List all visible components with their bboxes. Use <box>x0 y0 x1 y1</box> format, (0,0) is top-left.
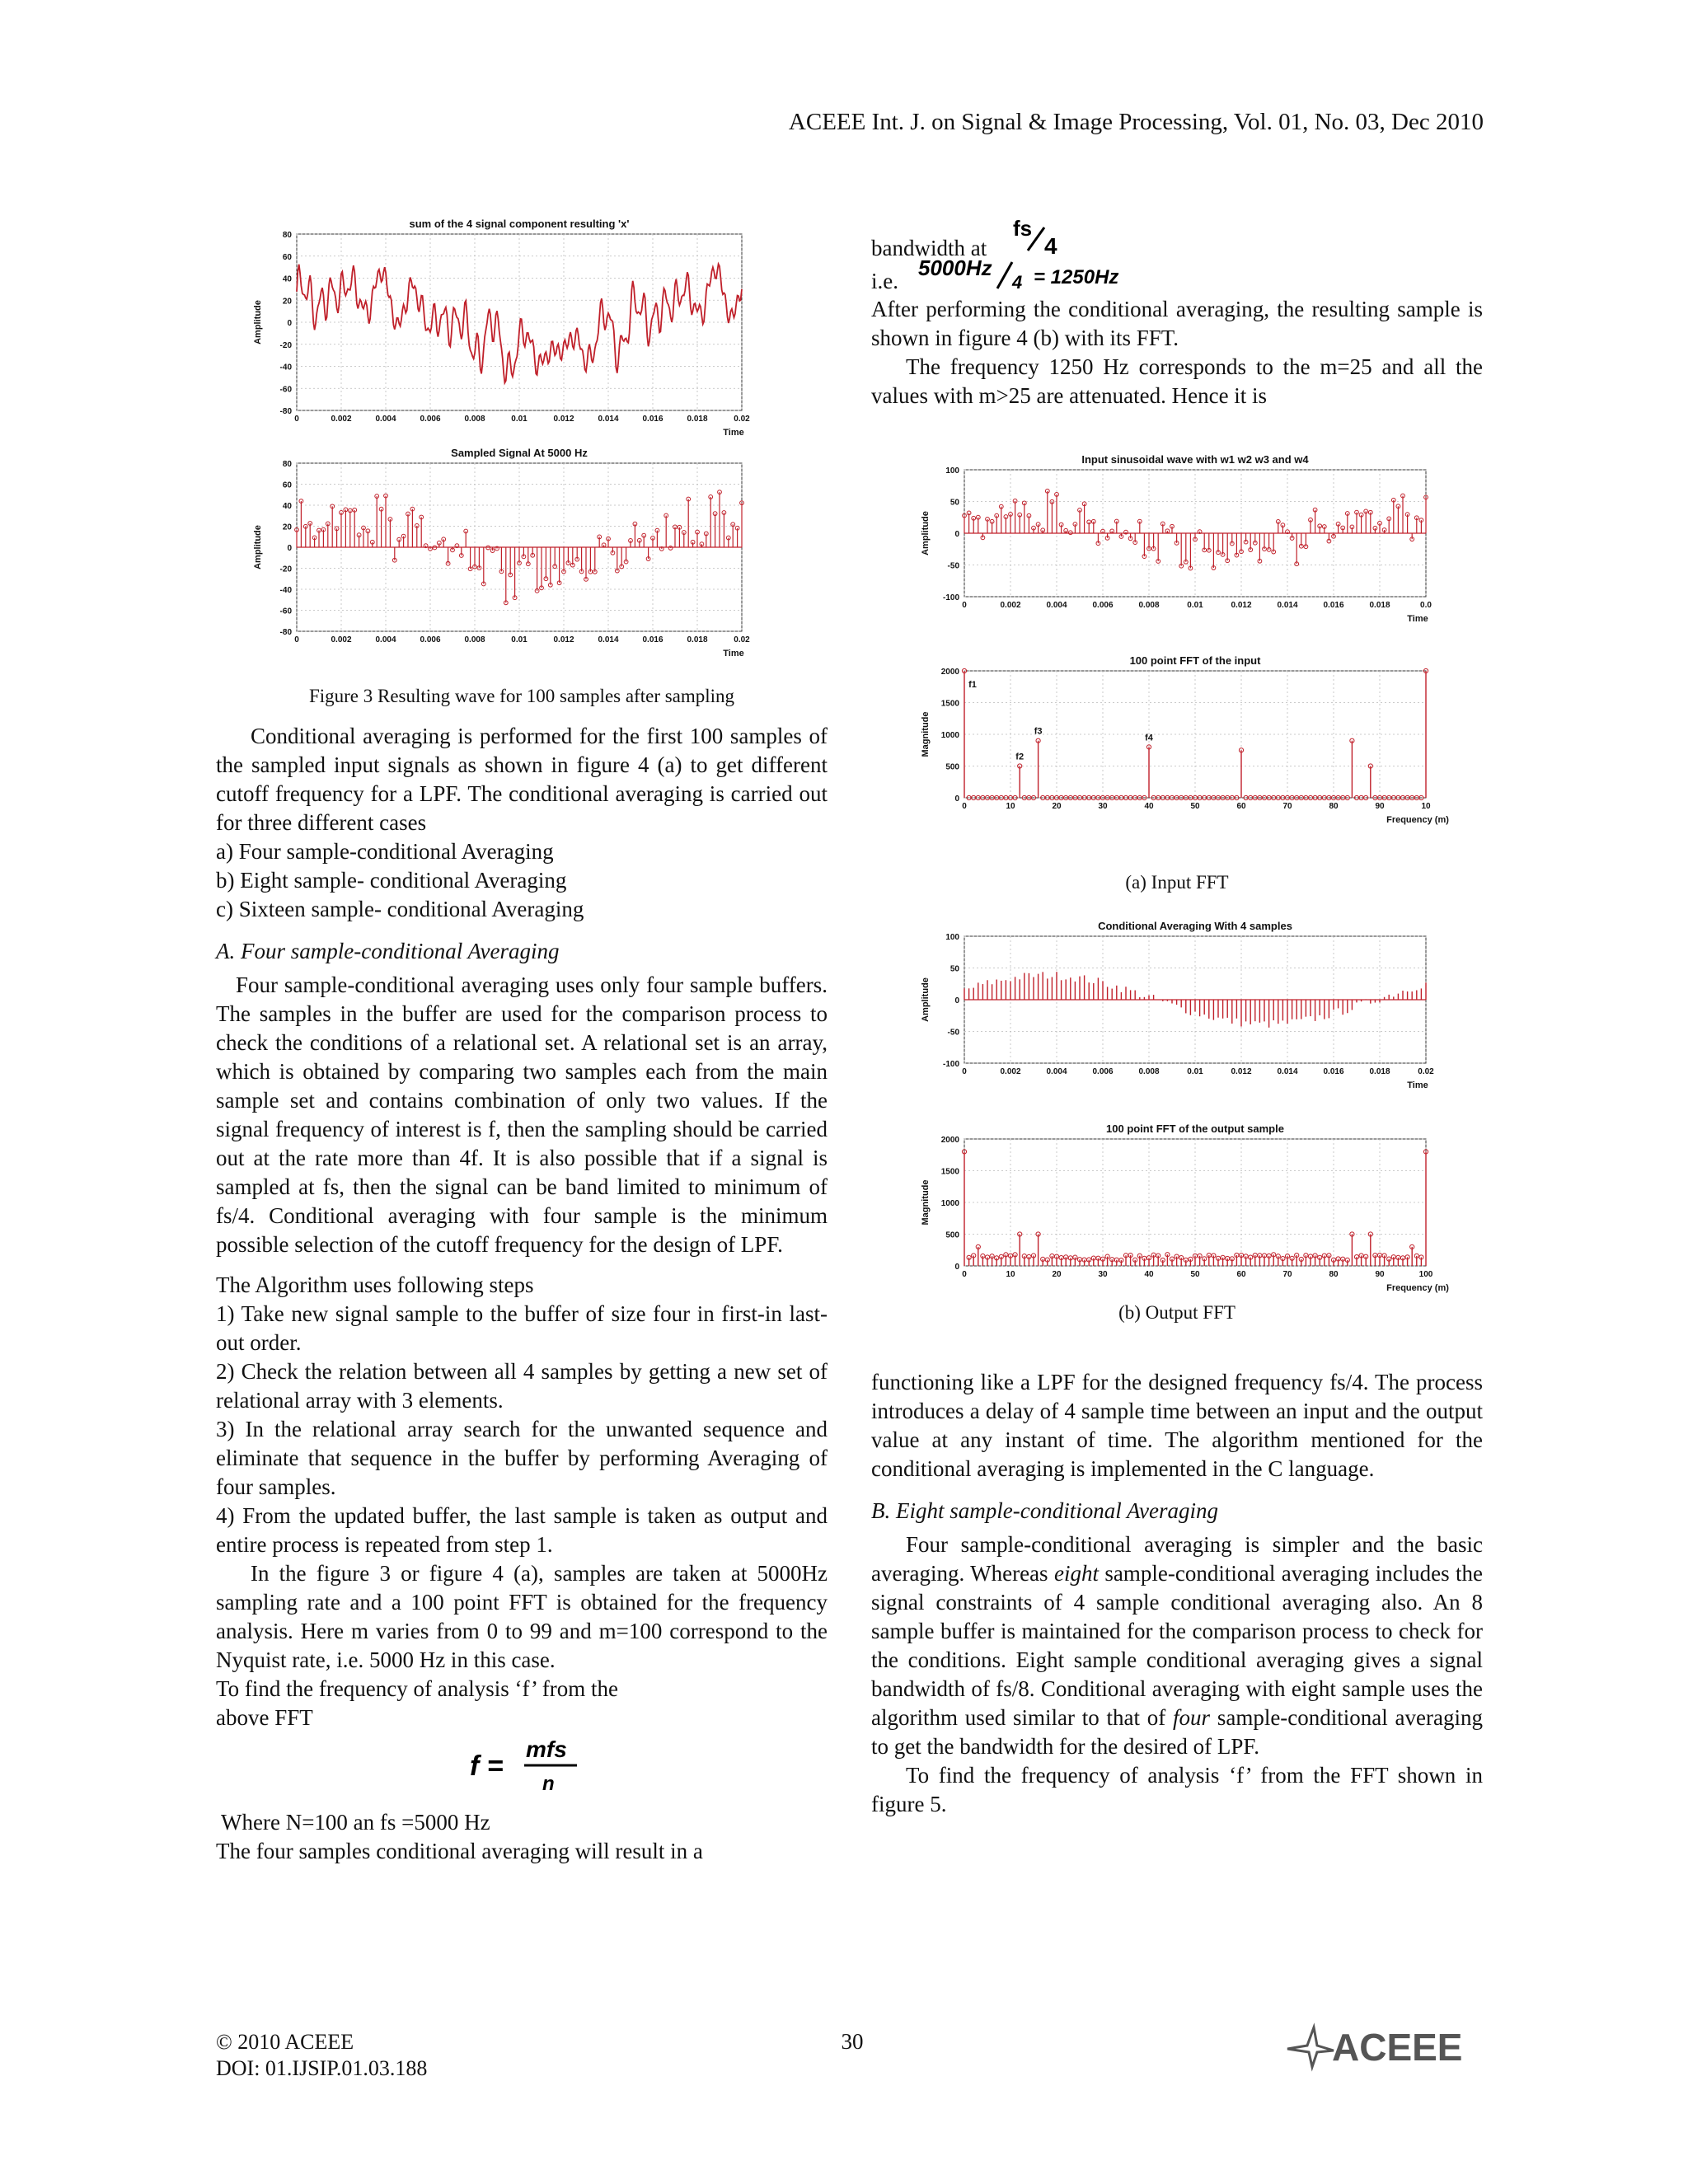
y-tick-label: 500 <box>945 1230 959 1240</box>
x-tick-label: 0 <box>962 1270 967 1279</box>
y-tick-label: -20 <box>279 565 292 574</box>
x-tick-label: 0.002 <box>331 635 352 644</box>
y-tick-label: -50 <box>947 1028 959 1038</box>
x-tick-label: 0.02 <box>734 415 750 424</box>
x-tick-label: 40 <box>1144 802 1154 811</box>
list-item: 1) Take new signal sample to the buffer of size four in first-in last-out order. <box>216 1301 828 1355</box>
y-tick-label: -20 <box>279 340 292 350</box>
figure-3-caption: Figure 3 Resulting wave for 100 samples after sampling <box>308 686 735 706</box>
y-axis-label: Amplitude <box>253 525 263 569</box>
x-axis-label: Time <box>723 428 744 438</box>
list-item: c) Sixteen sample- conditional Averaging <box>216 897 584 921</box>
x-tick-label: 0.002 <box>331 415 352 424</box>
x-tick-label: 0.004 <box>1046 1067 1067 1076</box>
chart-sum-signal <box>247 216 758 438</box>
x-tick-label: 0.006 <box>420 635 441 644</box>
x-tick-label: 80 <box>1329 802 1339 811</box>
y-axis-label: Amplitude <box>921 977 931 1022</box>
y-tick-label: 0 <box>287 319 292 328</box>
right-column-bottom <box>871 1368 1483 1819</box>
right-paragraph-5: To find the frequency of analysis ‘f’ from the FFT shown in figure 5. <box>871 1763 1483 1816</box>
y-axis-label: Amplitude <box>253 300 263 344</box>
left-paragraph-5: Where N=100 an fs =5000 Hz <box>221 1810 490 1835</box>
figure-3 <box>247 216 758 659</box>
bandwidth-label: bandwidth at <box>871 236 987 260</box>
left-paragraph-3: In the figure 3 or figure 4 (a), samples are taken at 5000Hz sampling rate and a 100 point FFT is obtained for the frequency analysis. Here m varies from 0 to 99 and m=100 correspond to the Nyquist rate, i.e. 5000 Hz in this case. <box>216 1561 828 1672</box>
right-paragraph-4: Four sample-conditional averaging is simpler and the basic averaging. Whereas eight sample-conditional averaging includes the signal constraints of 4 sample conditional averaging also. An 8 sample buffer is maintained for the comparison process to check for the conditions. Eight sample conditional averaging gives a signal bandwidth of fs/8. Conditional averaging with eight sample uses the algorithm used similar to that of four sample-conditional averaging to get the bandwidth for the desired of LPF. <box>871 1532 1484 1759</box>
y-tick-label: 20 <box>282 297 292 307</box>
equation-fs4 <box>1011 216 1069 257</box>
x-tick-label: 0.004 <box>375 415 396 424</box>
x-tick-label: 60 <box>1236 802 1246 811</box>
y-axis-label: Magnitude <box>921 1179 931 1226</box>
y-tick-label: 60 <box>282 252 292 262</box>
x-tick-label: 0.006 <box>420 415 441 424</box>
list-item: 4) From the updated buffer, the last sample is taken as output and entire process is repeated from step 1. <box>216 1503 828 1557</box>
eq-f-lhs: f = <box>470 1750 504 1782</box>
y-tick-label: -60 <box>279 607 292 616</box>
x-tick-label: 0.01 <box>1187 1067 1203 1076</box>
left-paragraph-4a: To find the frequency of analysis ‘f’ from the <box>216 1676 618 1701</box>
y-tick-label: 50 <box>950 964 959 974</box>
y-tick-label: 1000 <box>940 1199 959 1208</box>
list-item: a) Four sample-conditional Averaging <box>216 839 554 864</box>
right-paragraph-2: The frequency 1250 Hz corresponds to the m=25 and all the values with m>25 are attenuated. Hence it is <box>871 354 1483 408</box>
left-paragraph-4b: above FFT <box>216 1705 313 1730</box>
x-tick-label: 20 <box>1052 802 1062 811</box>
left-paragraph-1: Conditional averaging is performed for the first 100 samples of the sampled input signals as shown in figure 4 (a) to get different cutoff frequency for a LPF. The conditional averaging is carried out for three different cases <box>216 724 828 835</box>
x-tick-label: 0.004 <box>1046 601 1067 610</box>
y-tick-label: 50 <box>950 498 959 508</box>
x-tick-label: 0 <box>962 802 967 811</box>
x-tick-label: 0.008 <box>1138 601 1160 610</box>
x-tick-label: 10 <box>1006 1270 1015 1279</box>
y-tick-label: 80 <box>282 460 292 469</box>
y-tick-label: 100 <box>945 933 959 942</box>
x-tick-label: 0 <box>962 601 967 610</box>
chart-title: 100 point FFT of the input <box>1129 654 1261 667</box>
x-tick-label: 50 <box>1190 1270 1200 1279</box>
star-icon <box>1287 2027 1334 2067</box>
x-tick-label: 0.0 <box>1420 601 1432 610</box>
y-tick-label: 60 <box>282 480 292 490</box>
chart-title: Input sinusoidal wave with w1 w2 w3 and w4 <box>1081 453 1309 466</box>
eq-ie-rhs: = 1250Hz <box>1034 266 1119 288</box>
x-tick-label: 0.018 <box>1369 1067 1390 1076</box>
x-axis-label: Time <box>723 649 744 658</box>
chart-input-sinusoidal <box>915 452 1442 625</box>
x-tick-label: 0.006 <box>1092 601 1114 610</box>
x-tick-label: 0.002 <box>1000 601 1021 610</box>
y-tick-label: 0 <box>287 544 292 553</box>
footer-left <box>216 2029 427 2082</box>
figure-4a <box>915 452 1449 826</box>
x-tick-label: 0.01 <box>511 415 528 424</box>
y-tick-label: -40 <box>279 586 292 595</box>
y-tick-label: -100 <box>942 1060 959 1069</box>
eq-f-num: mfs <box>526 1736 567 1762</box>
section-b-heading: B. Eight sample-conditional Averaging <box>871 1498 1218 1523</box>
y-tick-label: 2000 <box>940 668 959 677</box>
page-number: 30 <box>841 2029 864 2054</box>
x-tick-label: 0.018 <box>687 415 708 424</box>
x-tick-label: 90 <box>1375 1270 1385 1279</box>
list-item: b) Eight sample- conditional Averaging <box>216 868 567 893</box>
doi: DOI: 01.IJSIP.01.03.188 <box>216 2056 428 2080</box>
equation-ie <box>917 255 1180 292</box>
peak-label: f3 <box>1034 726 1043 737</box>
left-column <box>216 722 828 1866</box>
aceee-logo <box>1282 2021 1485 2070</box>
y-tick-label: 100 <box>945 466 959 476</box>
ie-line <box>871 255 1483 295</box>
y-tick-label: -80 <box>279 407 292 416</box>
x-tick-label: 0.02 <box>734 635 750 644</box>
equation-f-graphic <box>468 1732 592 1797</box>
y-axis-label: Magnitude <box>921 711 931 757</box>
x-tick-label: 0.012 <box>1231 1067 1252 1076</box>
left-paragraph-2: Four sample-conditional averaging uses only four sample buffers. The samples in the buffer are used for the comparison process to check the conditions of a relational set. A relational set is an array, which is obtained by comparing two samples each from the main sample set and contains combination of only two values. If the signal frequency of interest is f, then the sampling should be carried out at the rate more than 4f. It is also possible that if a signal is sampled at fs, then the signal can be band limited to minimum of fs/4. Conditional averaging with four sample is the minimum possible selection of the cutoff frequency for the design of LPF. <box>216 972 828 1257</box>
y-tick-label: 0 <box>954 996 959 1005</box>
peak-label: f1 <box>968 680 977 690</box>
chart-title: Conditional Averaging With 4 samples <box>1098 920 1292 932</box>
x-tick-label: 0.018 <box>687 635 708 644</box>
x-tick-label: 0.016 <box>642 415 663 424</box>
logo-text: ACEEE <box>1332 2026 1463 2069</box>
x-tick-label: 0.014 <box>598 635 619 644</box>
y-tick-label: -80 <box>279 628 292 637</box>
left-paragraph-6: The four samples conditional averaging will result in a <box>216 1839 703 1863</box>
x-tick-label: 30 <box>1098 1270 1108 1279</box>
y-tick-label: -100 <box>942 593 959 602</box>
x-tick-label: 0 <box>294 635 299 644</box>
chart-title: Sampled Signal At 5000 Hz <box>451 447 588 459</box>
x-tick-label: 0.014 <box>1277 1067 1298 1076</box>
x-tick-label: 70 <box>1282 1270 1292 1279</box>
right-paragraph-1: After performing the conditional averaging, the resulting sample is shown in figure 4 (b) with its FFT. <box>871 297 1483 350</box>
x-axis-label: Frequency (m) <box>1386 1283 1449 1293</box>
x-tick-label: 90 <box>1375 802 1385 811</box>
case-list <box>216 837 828 924</box>
chart-sampled-signal <box>247 445 758 659</box>
chart-title: 100 point FFT of the output sample <box>1106 1122 1284 1135</box>
y-tick-label: 40 <box>282 502 292 511</box>
x-tick-label: 50 <box>1190 802 1200 811</box>
x-axis-label: Time <box>1407 614 1428 624</box>
y-tick-label: -60 <box>279 385 292 395</box>
algorithm-title: The Algorithm uses following steps <box>216 1272 534 1297</box>
list-item: 2) Check the relation between all 4 samples by getting a new set of relational array with 3 elements. <box>216 1359 828 1413</box>
equation-f <box>468 1732 828 1797</box>
x-tick-label: 70 <box>1282 802 1292 811</box>
x-tick-label: 0.014 <box>1277 601 1298 610</box>
x-tick-label: 0.016 <box>1323 1067 1344 1076</box>
journal-header: ACEEE Int. J. on Signal & Image Processing, Vol. 01, No. 03, Dec 2010 <box>788 109 1484 135</box>
x-tick-label: 30 <box>1098 802 1108 811</box>
figure-4b <box>915 918 1449 1294</box>
x-tick-label: 0.012 <box>553 635 574 644</box>
y-tick-label: 20 <box>282 523 292 532</box>
x-tick-label: 20 <box>1052 1270 1062 1279</box>
figure-4b-caption: (b) Output FFT <box>1118 1302 1236 1323</box>
y-tick-label: 1500 <box>940 699 959 709</box>
y-tick-label: 40 <box>282 274 292 284</box>
x-tick-label: 0.016 <box>1323 601 1344 610</box>
chart-input-fft <box>915 653 1449 826</box>
eq-f-den: n <box>542 1773 555 1795</box>
peak-label: f2 <box>1015 752 1025 762</box>
x-tick-label: 0.008 <box>1138 1067 1160 1076</box>
y-tick-label: 0 <box>954 1263 959 1272</box>
y-tick-label: 1000 <box>940 731 959 740</box>
y-tick-label: 1500 <box>940 1167 959 1177</box>
y-tick-label: 80 <box>282 231 292 240</box>
y-tick-label: -40 <box>279 363 292 373</box>
x-tick-label: 0.002 <box>1000 1067 1021 1076</box>
section-a-heading: A. Four sample-conditional Averaging <box>216 939 560 963</box>
y-tick-label: -50 <box>947 561 959 571</box>
copyright: © 2010 ACEEE <box>216 2030 354 2054</box>
x-tick-label: 0.012 <box>553 415 574 424</box>
chart-title: sum of the 4 signal component resulting 'x' <box>409 218 630 230</box>
x-tick-label: 0.018 <box>1369 601 1390 610</box>
x-tick-label: 10 <box>1006 802 1015 811</box>
chart-output-fft <box>915 1121 1449 1294</box>
eq-ie-den: 4 <box>1012 272 1023 293</box>
x-axis-label: Time <box>1407 1080 1428 1090</box>
x-tick-label: 0.006 <box>1092 1067 1114 1076</box>
y-axis-label: Amplitude <box>921 511 931 555</box>
x-tick-label: 60 <box>1236 1270 1246 1279</box>
right-paragraph-3: functioning like a LPF for the designed frequency fs/4. The process introduces a delay of 4 sample time between an input and the output value at any instant of time. The algorithm mentioned for the conditional averaging is implemented in the C language. <box>871 1370 1483 1481</box>
x-tick-label: 0 <box>294 415 299 424</box>
x-tick-label: 0.02 <box>1418 1067 1434 1076</box>
right-column-top <box>871 216 1483 410</box>
x-tick-label: 0.008 <box>464 415 485 424</box>
eq-fs4-num: fs <box>1013 216 1033 241</box>
x-tick-label: 10 <box>1421 802 1431 811</box>
x-tick-label: 100 <box>1418 1270 1433 1279</box>
y-tick-label: 0 <box>954 530 959 539</box>
x-axis-label: Frequency (m) <box>1386 815 1449 825</box>
eq-fs4-den: 4 <box>1044 233 1057 259</box>
x-tick-label: 0.01 <box>511 635 528 644</box>
ie-label: i.e. <box>871 269 898 293</box>
x-tick-label: 40 <box>1144 1270 1154 1279</box>
x-tick-label: 0.01 <box>1187 601 1203 610</box>
chart-conditional-averaging <box>915 918 1442 1091</box>
y-tick-label: 2000 <box>940 1136 959 1145</box>
list-item: 3) In the relational array search for the unwanted sequence and eliminate that sequence in the buffer by performing Averaging of four samples. <box>216 1417 828 1499</box>
eq-ie-num: 5000Hz <box>918 255 992 280</box>
peak-label: f4 <box>1145 733 1153 743</box>
x-tick-label: 0.014 <box>598 415 619 424</box>
figure-4a-caption: (a) Input FFT <box>1125 872 1229 893</box>
y-tick-label: 500 <box>945 762 959 772</box>
y-tick-label: 0 <box>954 794 959 804</box>
x-tick-label: 0.012 <box>1231 601 1252 610</box>
x-tick-label: 80 <box>1329 1270 1339 1279</box>
x-tick-label: 0 <box>962 1067 967 1076</box>
x-tick-label: 0.004 <box>375 635 396 644</box>
x-tick-label: 0.016 <box>642 635 663 644</box>
x-tick-label: 0.008 <box>464 635 485 644</box>
